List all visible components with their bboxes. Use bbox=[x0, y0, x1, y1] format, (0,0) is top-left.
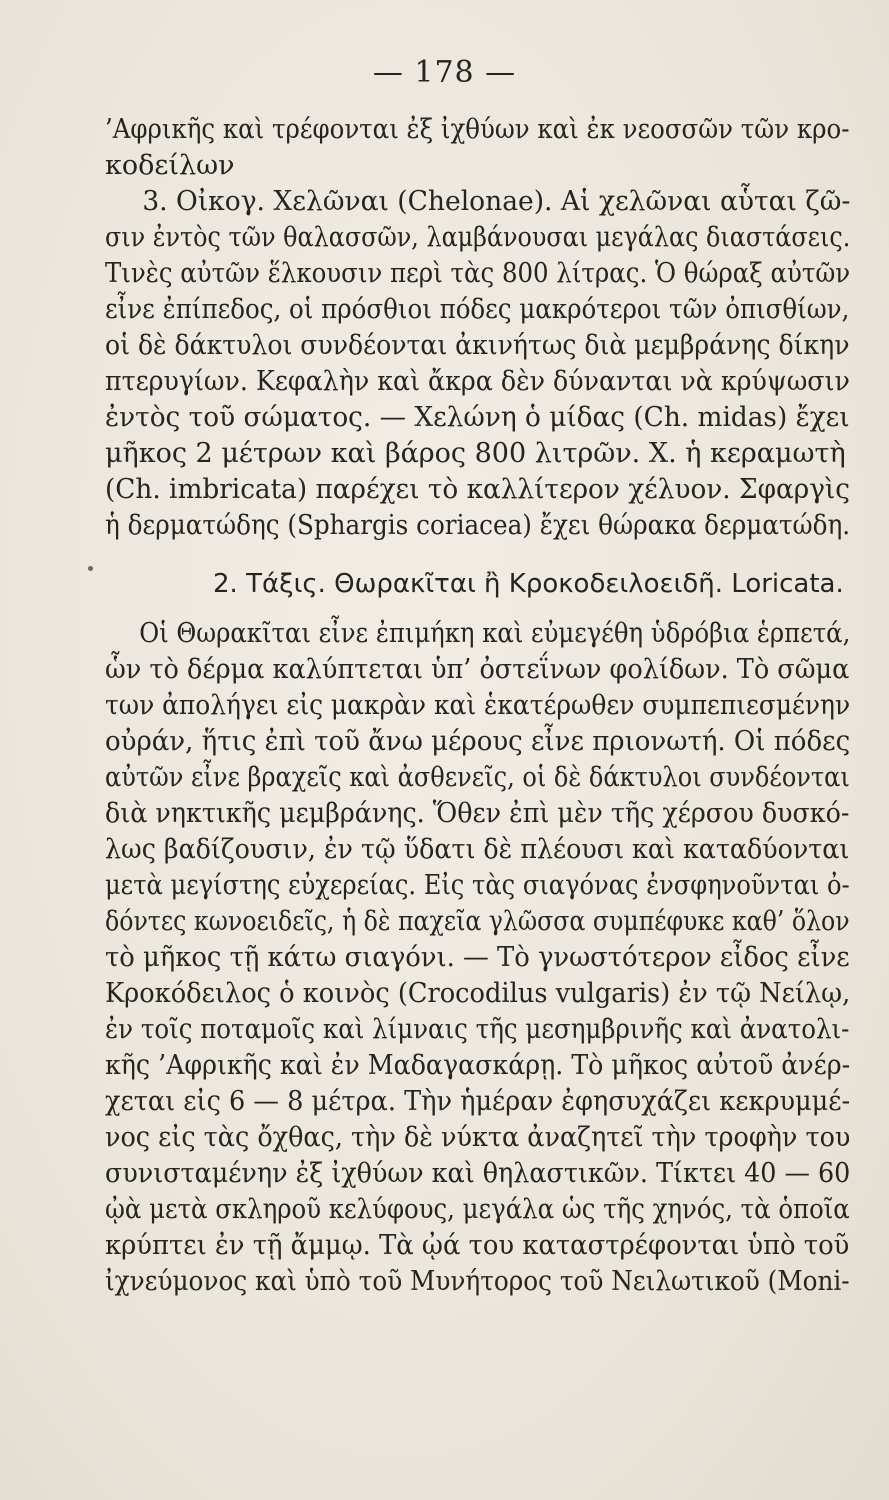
text-line: διὰ νηκτικῆς μεμβράνης. Ὅθεν ἐπὶ μὲν τῆς χέρσου δυσκό- bbox=[105, 798, 850, 829]
text-line: δόντες κωνοειδεῖς, ἡ δὲ παχεῖα γλῶσσα συμπέφυκε καθ’ ὅλον bbox=[105, 906, 850, 937]
section-heading: 2. Τάξις. Θωρακῖται ἢ Κροκοδειλοειδῆ. Loricata. bbox=[213, 569, 844, 599]
paragraph-2 bbox=[105, 184, 850, 544]
text-line: 3. Οἰκογ. Χελῶναι (Chelonae). Αἱ χελῶναι αὗται ζῶ- bbox=[142, 186, 851, 217]
text-line: Κροκόδειλος ὁ κοινὸς (Crocodilus vulgaris) ἐν τῷ Νείλῳ, bbox=[105, 978, 851, 1009]
text-line: χεται εἰς 6 — 8 μέτρα. Τὴν ἡμέραν ἐφησυχάζει κεκρυμμέ- bbox=[105, 1086, 851, 1117]
body-text bbox=[105, 112, 850, 1300]
text-line: ’Αφρικῆς καὶ τρέφονται ἐξ ἰχθύων καὶ ἐκ νεοσσῶν τῶν κρο- bbox=[105, 114, 850, 145]
text-line: ἐντὸς τοῦ σώματος. — Χελώνη ὁ μίδας (Ch. midas) ἔχει bbox=[105, 402, 850, 433]
text-line: κρύπτει ἐν τῇ ἄμμῳ. Τὰ ᾠά του καταστρέφονται ὑπὸ τοῦ bbox=[105, 1230, 850, 1261]
text-line: μῆκος 2 μέτρων καὶ βάρος 800 λιτρῶν. Χ. ἡ κεραμωτὴ bbox=[105, 438, 846, 469]
paragraph-3 bbox=[105, 616, 850, 1300]
text-line: Οἱ Θωρακῖται εἶνε ἐπιμήκη καὶ εὐμεγέθη ὑδρόβια ἑρπετά, bbox=[139, 618, 851, 649]
text-line: τὸ μῆκος τῇ κάτω σιαγόνι. — Τὸ γνωστότερον εἶδος εἶνε bbox=[105, 942, 850, 973]
text-line: σιν ἐντὸς τῶν θαλασσῶν, λαμβάνουσαι μεγάλας διαστάσεις. bbox=[105, 222, 851, 253]
text-line: (Ch. imbricata) παρέχει τὸ καλλίτερον χέλυον. Σφαργὶς bbox=[105, 474, 850, 505]
text-line: εἶνε ἐπίπεδος, οἱ πρόσθιοι πόδες μακρότεροι τῶν ὀπισθίων, bbox=[105, 294, 850, 325]
text-line: Τινὲς αὐτῶν ἕλκουσιν περὶ τὰς 800 λίτρας. Ὁ θώραξ αὐτῶν bbox=[105, 258, 851, 289]
page-number: — 178 — bbox=[372, 55, 517, 90]
paragraph-1 bbox=[105, 112, 850, 184]
text-line: πτερυγίων. Κεφαλὴν καὶ ἄκρα δὲν δύνανται νὰ κρύψωσιν bbox=[105, 366, 850, 397]
text-line: αὐτῶν εἶνε βραχεῖς καὶ ἀσθενεῖς, οἱ δὲ δάκτυλοι συνδέονται bbox=[105, 762, 850, 793]
text-line: οὐράν, ἥτις ἐπὶ τοῦ ἄνω μέρους εἶνε πριονωτή. Οἱ πόδες bbox=[105, 726, 851, 757]
ink-speck bbox=[88, 566, 93, 571]
text-line: μετὰ μεγίστης εὐχερείας. Εἰς τὰς σιαγόνας ἐνσφηνοῦνται ὀ- bbox=[105, 870, 850, 901]
text-line: οἱ δὲ δάκτυλοι συνδέονται ἀκινήτως διὰ μεμβράνης δίκην bbox=[105, 330, 850, 361]
text-line: των ἀπολήγει εἰς μακρὰν καὶ ἑκατέρωθεν συμπεπιεσμένην bbox=[105, 690, 851, 721]
text-line: ἰχνεύμονος καὶ ὑπὸ τοῦ Μυνήτορος τοῦ Νειλωτικοῦ (Moni- bbox=[105, 1266, 850, 1297]
text-line: συνισταμένην ἐξ ἰχθύων καὶ θηλαστικῶν. Τίκτει 40 — 60 bbox=[105, 1158, 851, 1189]
text-line: νος εἰς τὰς ὄχθας, τὴν δὲ νύκτα ἀναζητεῖ τὴν τροφὴν του bbox=[105, 1122, 851, 1153]
text-line: λως βαδίζουσιν, ἐν τῷ ὕδατι δὲ πλέουσι καὶ καταδύονται bbox=[105, 834, 850, 865]
text-line: ἡ δερματώδης (Sphargis coriacea) ἔχει θώρακα δερματώδη. bbox=[105, 510, 851, 541]
text-line: ᾠὰ μετὰ σκληροῦ κελύφους, μεγάλα ὡς τῆς χηνός, τὰ ὁποῖα bbox=[105, 1194, 850, 1225]
text-line: ἐν τοῖς ποταμοῖς καὶ λίμναις τῆς μεσημβρινῆς καὶ ἀνατολι- bbox=[105, 1014, 850, 1045]
text-line: κοδείλων bbox=[105, 150, 235, 181]
text-line: κῆς ’Αφρικῆς καὶ ἐν Μαδαγασκάρῃ. Τὸ μῆκος αὐτοῦ ἀνέρ- bbox=[105, 1050, 851, 1081]
text-line: ὧν τὸ δέρμα καλύπτεται ὑπ’ ὀστεΐνων φολίδων. Τὸ σῶμα bbox=[105, 654, 850, 685]
